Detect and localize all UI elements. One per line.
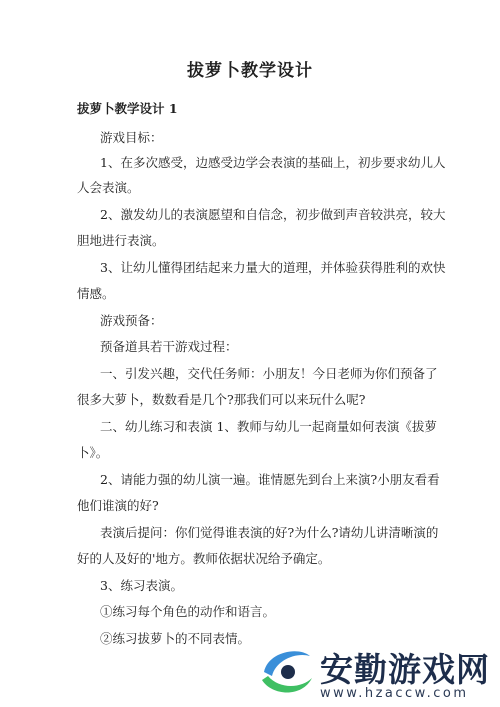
paragraph-line: 二、幼儿练习和表演 1、教师与幼儿一起商量如何表演《拔萝 bbox=[100, 419, 437, 434]
paragraph-line: 游戏预备： bbox=[100, 313, 163, 328]
paragraph-line: 预备道具若干游戏过程： bbox=[100, 339, 238, 354]
paragraph-line: 表演后提问：你们觉得谁表演的好?为什么?请幼儿讲清晰演的 bbox=[100, 525, 439, 540]
swoosh-logo-icon bbox=[258, 642, 316, 700]
paragraph-line: 人会表演。 bbox=[77, 180, 140, 195]
watermark-site-name: 安勤游戏网 bbox=[320, 650, 490, 689]
watermark-url: www.hzaccw.com bbox=[320, 686, 469, 701]
paragraph-line: 他们谁演的好? bbox=[77, 498, 159, 513]
paragraph-line: 3、让幼儿懂得团结起来力量大的道理，并体验获得胜利的欢快 bbox=[100, 260, 446, 275]
paragraph-line: 胆地进行表演。 bbox=[77, 233, 165, 248]
paragraph-line: ①练习每个角色的动作和语言。 bbox=[100, 604, 276, 619]
paragraph-line: ②练习拔萝卜的不同表情。 bbox=[100, 631, 251, 646]
document-title: 拔萝卜教学设计 bbox=[187, 61, 313, 81]
paragraph-line: 2、请能力强的幼儿演一遍。谁情愿先到台上来演?小朋友看看 bbox=[100, 472, 440, 487]
paragraph-line: 一、引发兴趣，交代任务师：小朋友！今日老师为你们预备了 bbox=[100, 366, 438, 381]
site-watermark bbox=[258, 640, 498, 704]
paragraph-line: 卜》。 bbox=[77, 445, 109, 460]
paragraph-line: 情感。 bbox=[77, 286, 115, 301]
paragraph-line: 好的人及好的'地方。教师依据状况给予确定。 bbox=[77, 551, 331, 566]
paragraph-line: 1、在多次感受，边感受边学会表演的基础上，初步要求幼儿人 bbox=[100, 155, 446, 170]
section-subtitle: 拔萝卜教学设计 1 bbox=[77, 101, 178, 116]
paragraph-line: 2、激发幼儿的表演愿望和自信念，初步做到声音较洪亮，较大 bbox=[100, 207, 446, 222]
paragraph-line: 3、练习表演。 bbox=[100, 578, 183, 593]
paragraph-line: 很多大萝卜，数数看是几个?那我们可以来玩什么呢? bbox=[77, 392, 366, 407]
paragraph-line: 游戏目标： bbox=[100, 130, 163, 145]
